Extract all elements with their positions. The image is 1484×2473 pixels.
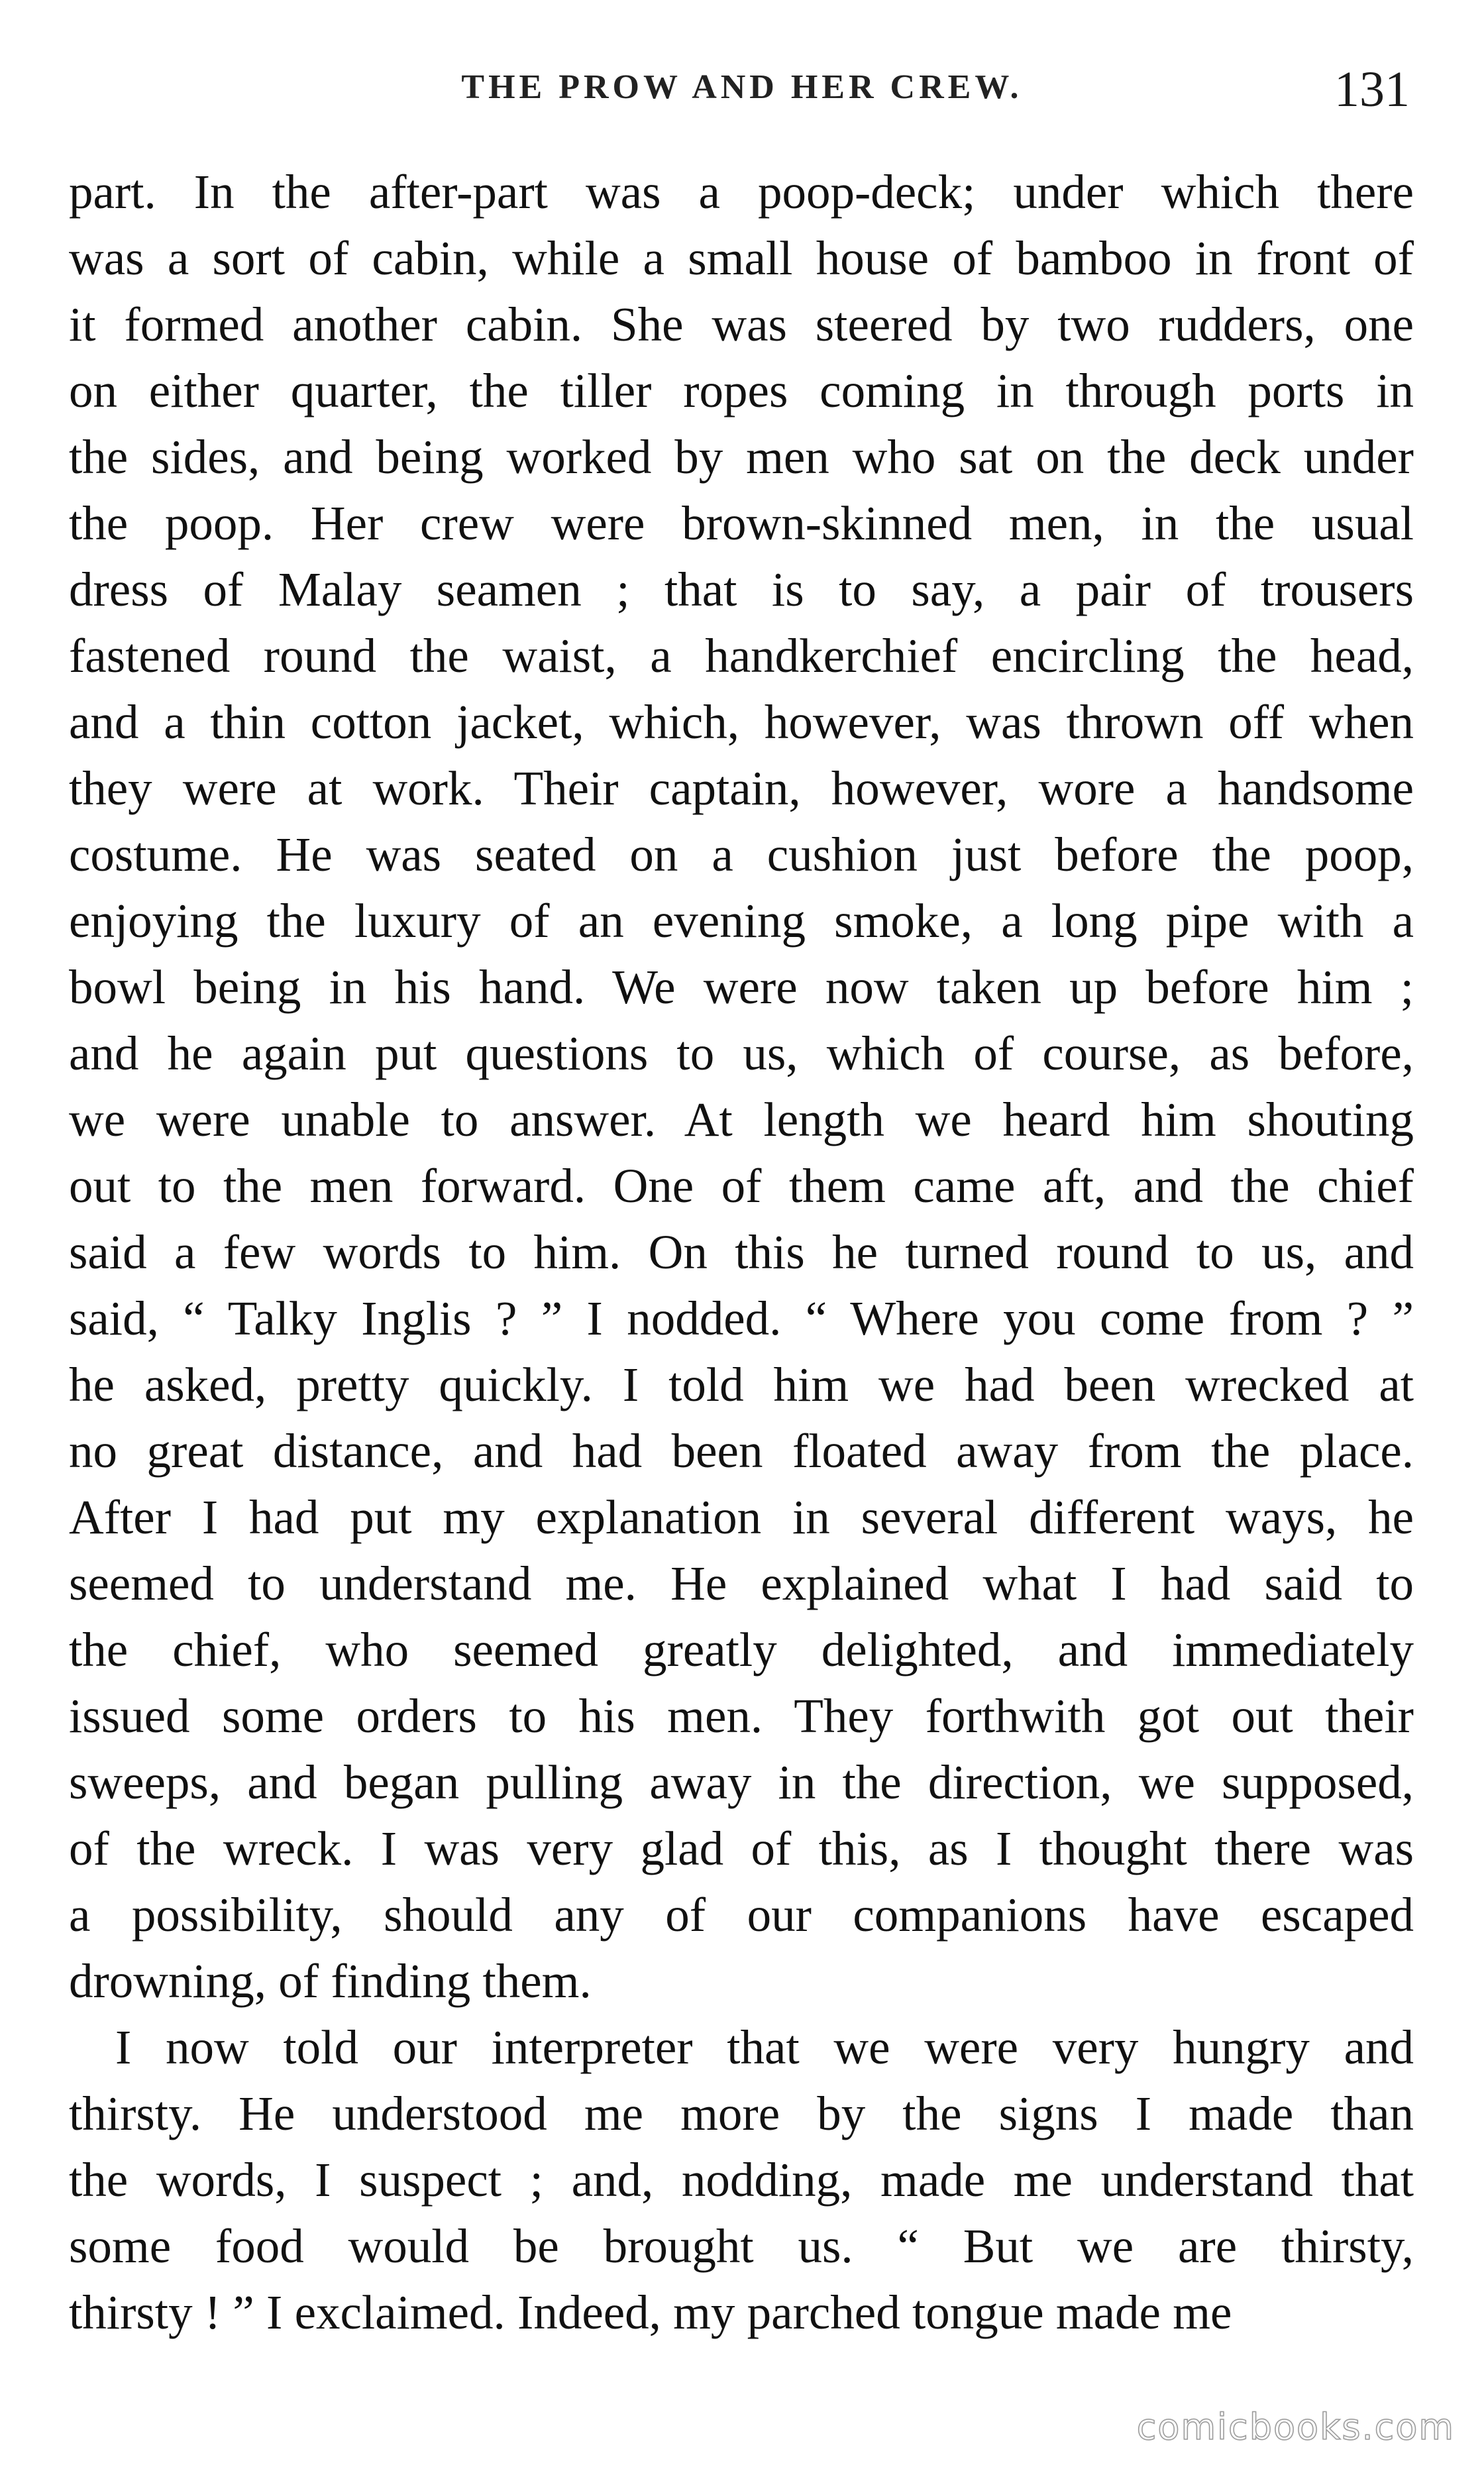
text-line: on either quarter, the tiller ropes coming in through ports in xyxy=(69,364,1414,417)
text-line: bowl being in his hand. We were now taken up before him ; xyxy=(69,960,1414,1014)
text-line: enjoying the luxury of an evening smoke, a long pipe with a xyxy=(69,894,1414,948)
text-line: part. In the after-part was a poop-deck; under which there xyxy=(69,165,1414,219)
text-line: dress of Malay seamen ; that is to say, a pair of trousers xyxy=(69,563,1414,616)
text-line: the chief, who seemed greatly delighted, and immediately xyxy=(69,1623,1414,1676)
body-text xyxy=(69,159,1414,2346)
text-line: the poop. Her crew were brown-skinned men, in the usual xyxy=(69,496,1414,550)
watermark: comicbooks.com xyxy=(1136,2406,1455,2448)
text-line: he asked, pretty quickly. I told him we had been wrecked at xyxy=(69,1358,1414,1411)
text-line: fastened round the waist, a handkerchief encircling the head, xyxy=(69,629,1414,683)
text-line: said a few words to him. On this he turned round to us, and xyxy=(69,1225,1414,1279)
text-line: out to the men forward. One of them came aft, and the chief xyxy=(69,1159,1414,1213)
text-line: seemed to understand me. He explained what I had said to xyxy=(69,1557,1414,1610)
text-line: and he again put questions to us, which of course, as before, xyxy=(69,1026,1414,1080)
text-line: no great distance, and had been floated away from the place. xyxy=(69,1424,1414,1478)
text-line: drowning, of finding them. xyxy=(69,1954,592,2008)
text-line: they were at work. Their captain, however, wore a handsome xyxy=(69,761,1414,815)
text-line: and a thin cotton jacket, which, however, was thrown off when xyxy=(69,695,1414,749)
text-line: sweeps, and began pulling away in the direction, we supposed, xyxy=(69,1755,1414,1809)
text-line: thirsty ! ” I exclaimed. Indeed, my parched tongue made me xyxy=(69,2285,1232,2339)
text-line: After I had put my explanation in several different ways, he xyxy=(69,1490,1414,1544)
paragraph xyxy=(69,2014,1414,2346)
running-head xyxy=(66,61,1418,121)
running-title: THE PROW AND HER CREW. xyxy=(461,68,1023,106)
text-line: the sides, and being worked by men who sat on the deck under xyxy=(69,430,1414,484)
text-line: said, “ Talky Inglis ? ” I nodded. “ Where you come from ? ” xyxy=(69,1291,1414,1345)
text-line: a possibility, should any of our companions have escaped xyxy=(69,1888,1414,1942)
text-line: issued some orders to his men. They forthwith got out their xyxy=(69,1689,1414,1743)
page-number: 131 xyxy=(1334,62,1410,117)
text-line: the words, I suspect ; and, nodding, made me understand that xyxy=(69,2153,1414,2207)
text-line: it formed another cabin. She was steered by two rudders, one xyxy=(69,298,1414,351)
text-line: thirsty. He understood me more by the signs I made than xyxy=(69,2087,1414,2140)
text-line: we were unable to answer. At length we heard him shouting xyxy=(69,1093,1414,1146)
text-line: was a sort of cabin, while a small house of bamboo in front of xyxy=(69,231,1414,285)
text-line: costume. He was seated on a cushion just before the poop, xyxy=(69,828,1414,881)
text-line: I now told our interpreter that we were very hungry and xyxy=(115,2020,1414,2074)
text-line: of the wreck. I was very glad of this, as I thought there was xyxy=(69,1822,1414,1875)
text-line: some food would be brought us. “ But we are thirsty, xyxy=(69,2219,1414,2273)
paragraph xyxy=(69,159,1414,2014)
